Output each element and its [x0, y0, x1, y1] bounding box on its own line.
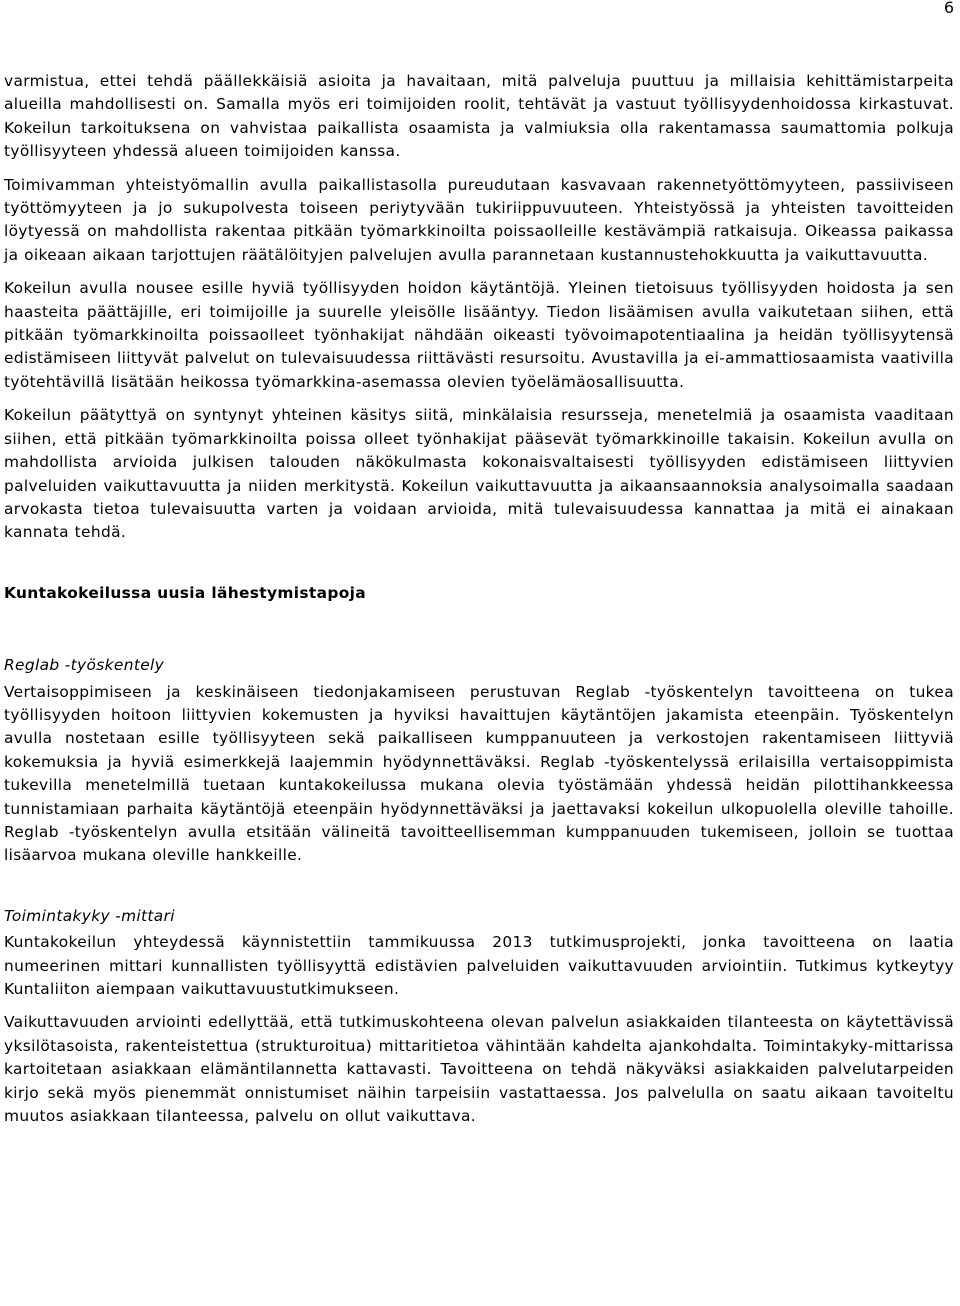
subheading-toimintakyky: Toimintakyky -mittari [4, 906, 175, 925]
paragraph-intro-continuation: varmistua, ettei tehdä päällekkäisiä asioita ja havaitaan, mitä palveluja puuttuu ja millaisia kehittämistarpeita alueilla mahdollisesti on. Samalla myös eri toimijoiden roolit, tehtävät ja vastuut työllisyydenhoidossa kirkastuvat. Kokeilun tarkoituksena on vahvistaa paikallista osaamista ja valmiuksia olla rakentamassa saumattomia polkuja työllisyyteen yhdessä alueen toimijoiden kanssa. [4, 72, 954, 161]
paragraph-toimintakyky-1: Kuntakokeilun yhteydessä käynnistettiin tammikuussa 2013 tutkimusprojekti, jonka tavoitteena on laatia numeerinen mittari kunnallisten työllisyyttä edistävien palveluiden vaikuttavuuden arviointiin. Tutkimus kytkeytyy Kuntaliiton aiempaan vaikuttavuustutkimukseen. [4, 933, 954, 998]
paragraph-cooperation-model: Toimivamman yhteistyömallin avulla paikallistasolla pureudutaan kasvavaan rakennetyöttömyyteen, passiiviseen työttömyyteen ja jo sukupolvesta toiseen periytyvään tukiriippuvuuteen. Yhteistyössä ja yhteisten tavoitteiden löytyessä on mahdollista rakentaa pitkään työmarkkinoilta poissaolleille kestävämpiä ratkaisuja. Oikeassa paikassa ja oikeaan aikaan tarjottujen räätälöityjen palvelujen avulla parannetaan kustannustehokkuutta ja vaikuttavuutta. [4, 175, 954, 264]
subheading-reglab: Reglab -työskentely [4, 656, 165, 675]
paragraph-toimintakyky-2: Vaikuttavuuden arviointi edellyttää, että tutkimuskohteena olevan palvelun asiakkaiden tilanteesta on käytettävissä yksilötasoista, rakenteistettua (strukturoitua) mittaritietoa vähintään kahdelta ajankohdalta. Toimintakyky-mittarissa kartoitetaan asiakkaan elämäntilannetta kattavasti. Tavoitteena on tehdä näkyväksi asiakkaiden palvelutarpeiden kirjo sekä myös pienemmät onnistumiset näihin tarpeisiin vastattaessa. Jos palvelulla on saatu aikaan tavoiteltu muutos asiakkaan tilanteessa, palvelu on ollut vaikuttava. [4, 1013, 954, 1126]
paragraph-reglab: Vertaisoppimiseen ja keskinäiseen tiedonjakamiseen perustuvan Reglab -työskentelyn tavoitteena on tukea työllisyyden hoitoon liittyvien kokemusten ja hyviksi havaittujen käytäntöjen jakamista eteenpäin. Työskentelyn avulla nostetaan esille työllisyyteen sekä paikalliseen kumppanuuteen ja verkostojen rakentamiseen liittyviä kokemuksia ja hyviä esimerkkejä laajemmin hyödynnettäväksi. Reglab -työskentelyssä erilaisilla vertaisoppimista tukevilla menetelmillä tuetaan kuntakokeilussa mukana olevia työstämään yhdessä heidän pilottihankkeessa tunnistamiaan parhaita käytäntöjä eteenpäin hyödynnettäväksi ja jaettavaksi kokeilun ulkopuolella oleville tahoille. Reglab -työskentelyn avulla etsitään välineitä tavoitteellisemman kumppanuuden tukemiseen, jolloin se tuottaa lisäarvoa mukana oleville hankkeille. [4, 682, 954, 865]
page-content [4, 70, 954, 1128]
page-number: 6 [943, 0, 954, 17]
section-heading: Kuntakokeilussa uusia lähestymistapoja [4, 583, 367, 602]
paragraph-experiment-outcome: Kokeilun päätyttyä on syntynyt yhteinen käsitys siitä, minkälaisia resursseja, menetelmiä ja osaamista vaaditaan siihen, että pitkään työmarkkinoilta poissa olleet työnhakijat pääsevät työmarkkinoille takaisin. Kokeilun avulla on mahdollista arvioida julkisen talouden näkökulmasta kokonaisvaltaisesti työllisyyden edistämiseen liittyvien palveluiden vaikuttavuutta ja niiden merkitystä. Kokeilun vaikuttavuutta ja aikaansaannoksia analysoimalla saadaan arvokasta tietoa tulevaisuutta varten ja voidaan arvioida, mitä tulevaisuudessa kannattaa ja mitä ei ainakaan kannata tehdä. [4, 406, 954, 542]
paragraph-good-practices: Kokeilun avulla nousee esille hyviä työllisyyden hoidon käytäntöjä. Yleinen tietoisuus työllisyyden hoidosta ja sen haasteita päättäjille, eri toimijoille ja suurelle yleisölle lisääntyy. Tiedon lisäämisen avulla vaikutetaan siihen, että pitkään työmarkkinoilta poissaolleet työnhakijat nähdään oikeasti työvoimapotentiaalina ja heidän työllisyytensä edistämiseen liittyvät palvelut on tulevaisuudessa riittävästi resursoitu. Avustavilla ja ei-ammattiosaamista vaativilla työtehtävillä lisätään heikossa työmarkkina-asemassa olevien työelämäosallisuutta. [4, 279, 954, 391]
